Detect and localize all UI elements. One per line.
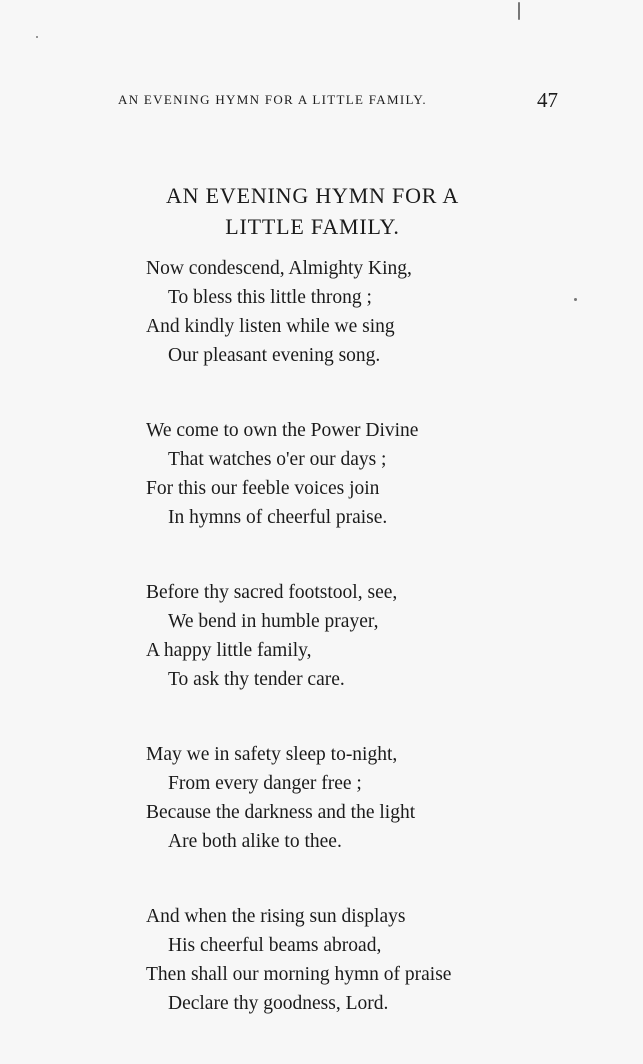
poem-line: Because the darkness and the light [146, 802, 416, 823]
poem-line: In hymns of cheerful praise. [168, 507, 388, 528]
scan-speck [518, 2, 520, 20]
poem-line: We bend in humble prayer, [168, 611, 379, 632]
poem-line: May we in safety sleep to-night, [146, 744, 398, 765]
poem-line: And kindly listen while we sing [146, 316, 395, 337]
poem-line: Now condescend, Almighty King, [146, 258, 412, 279]
stanza [146, 740, 536, 856]
poem-line: That watches o'er our days ; [168, 449, 387, 470]
poem-line: For this our feeble voices join [146, 478, 380, 499]
poem-line: Are both alike to thee. [168, 831, 342, 852]
poem-line: A happy little family, [146, 640, 312, 661]
running-title: AN EVENING HYMN FOR A LITTLE FAMILY. [118, 92, 427, 107]
poem-title-line: LITTLE FAMILY. [225, 214, 400, 239]
scan-speck [574, 298, 577, 301]
poem-line: Before thy sacred footstool, see, [146, 582, 398, 603]
running-head [118, 88, 558, 112]
page-number: 47 [537, 88, 558, 112]
stanza [146, 416, 536, 532]
poem-body [146, 254, 536, 1064]
scan-speck [36, 36, 38, 38]
poem-line: To bless this little throng ; [168, 287, 372, 308]
stanza [146, 254, 536, 370]
poem-line: Declare thy goodness, Lord. [168, 993, 389, 1014]
poem-line: To ask thy tender care. [168, 669, 345, 690]
poem-line: Then shall our morning hymn of praise [146, 964, 452, 985]
poem-line: His cheerful beams abroad, [168, 935, 382, 956]
poem-line: From every danger free ; [168, 773, 362, 794]
poem-title [120, 180, 505, 242]
stanza [146, 902, 536, 1018]
poem-line: We come to own the Power Divine [146, 420, 419, 441]
stanza [146, 578, 536, 694]
poem-title-line: AN EVENING HYMN FOR A [165, 183, 460, 208]
poem-line: And when the rising sun displays [146, 906, 406, 927]
poem-line: Our pleasant evening song. [168, 345, 381, 366]
